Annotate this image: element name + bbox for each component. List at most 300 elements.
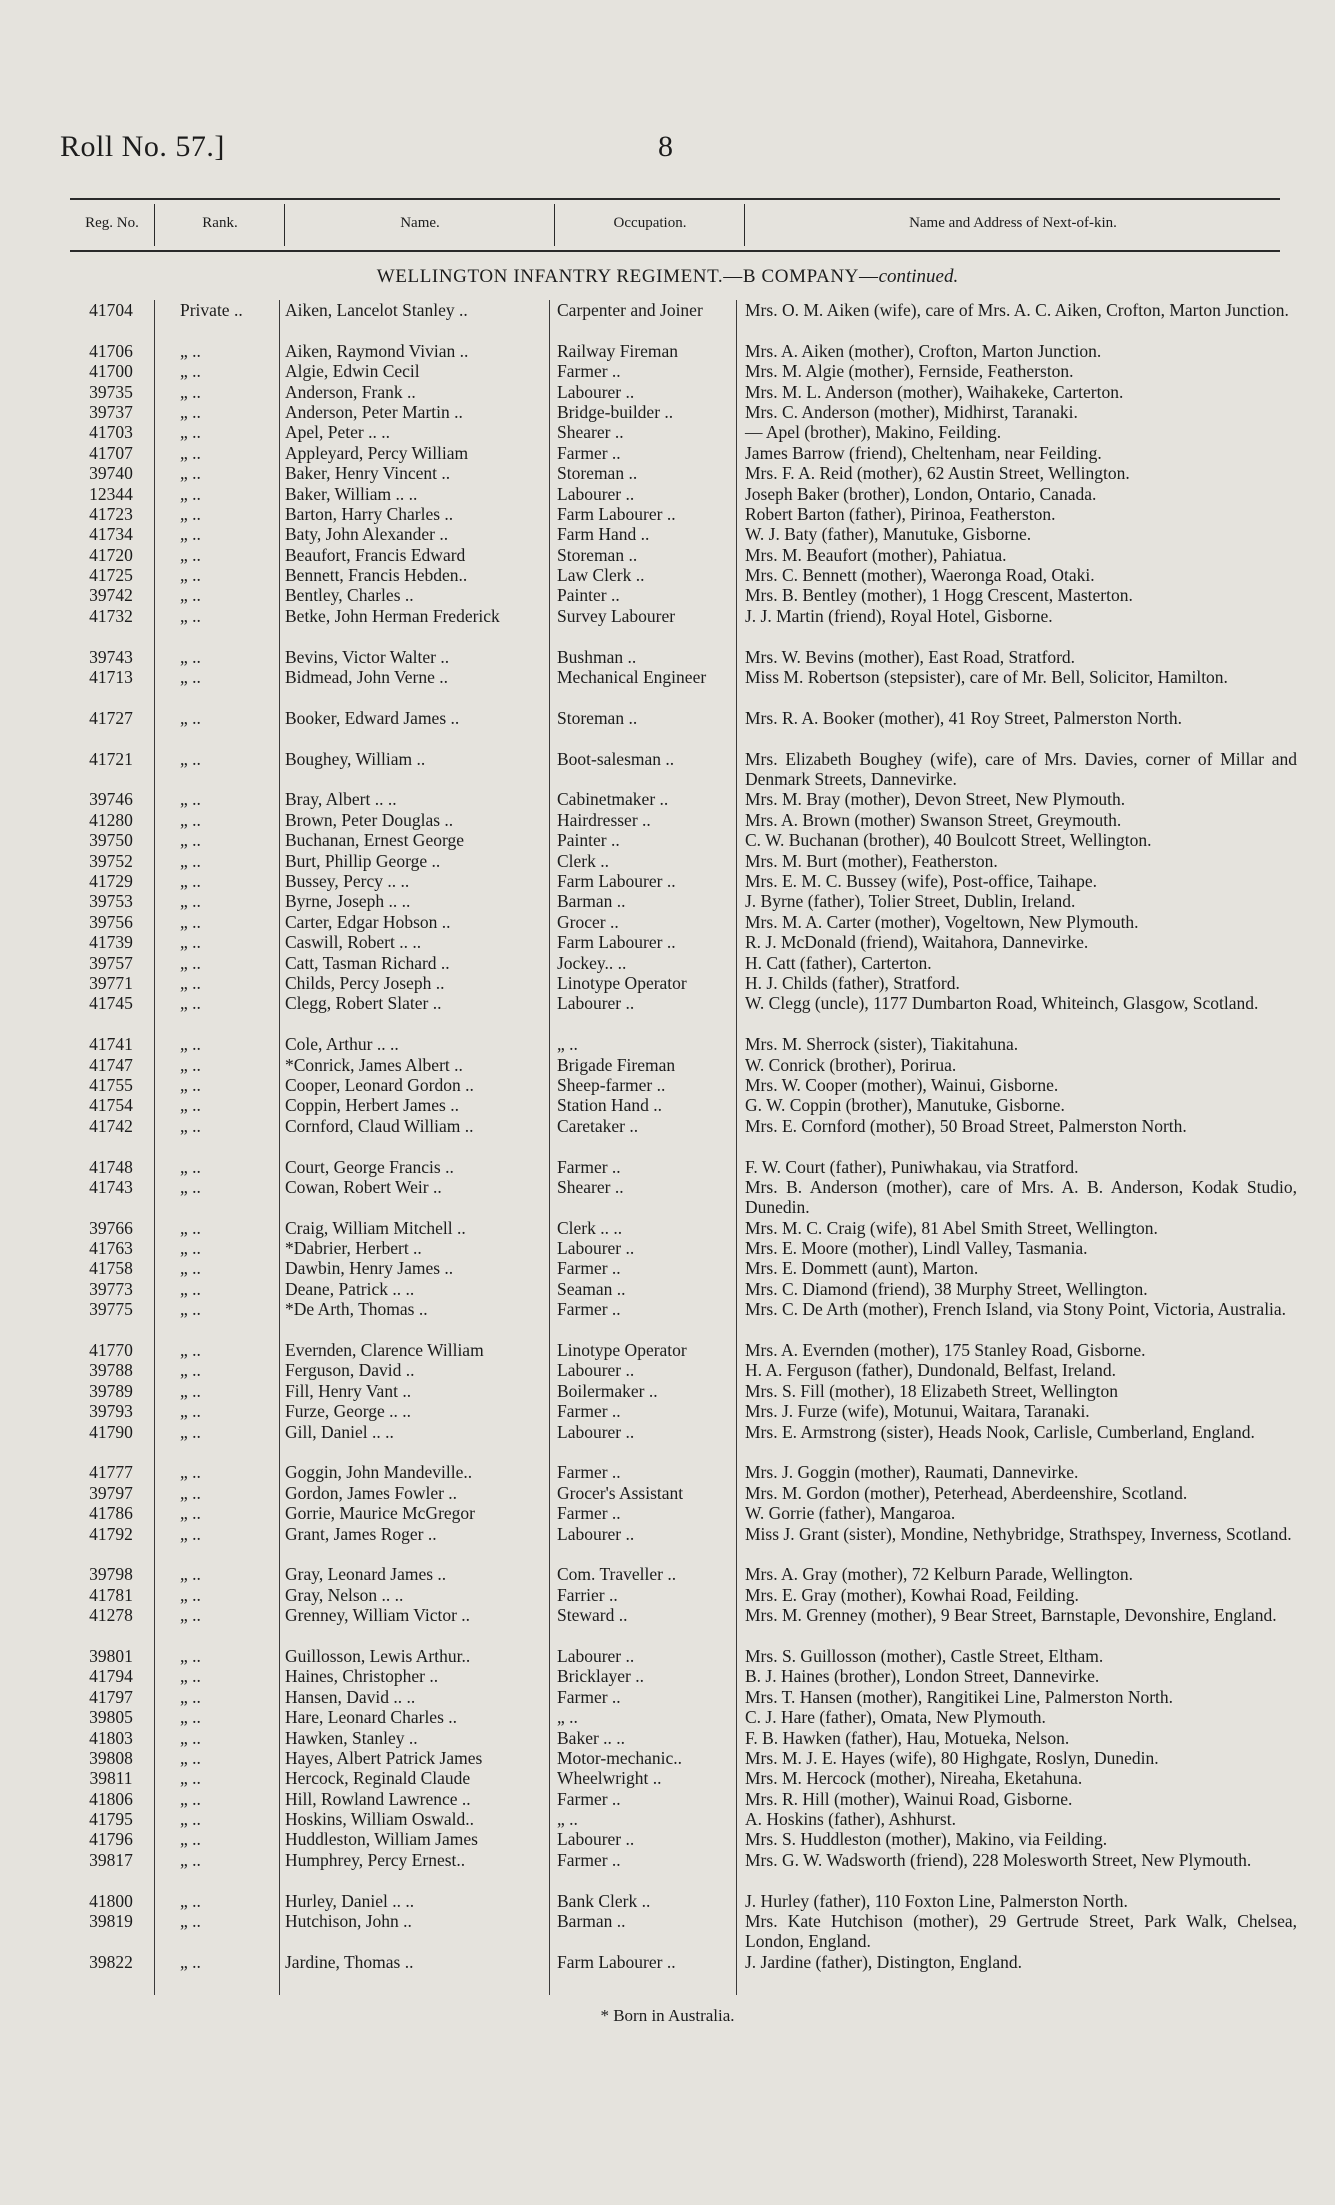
next-of-kin-cell: F. W. Court (father), Puniwhakau, via Stratford.: [745, 1156, 1079, 1177]
rank-cell: „ ..: [180, 1523, 201, 1544]
reg-no-cell: 41278: [89, 1605, 133, 1626]
table-row: [0, 851, 1335, 871]
column-header-occupation: Occupation.: [613, 215, 687, 231]
rank-cell: „ ..: [180, 809, 201, 830]
reg-no-cell: 39752: [89, 850, 133, 871]
soldier-name-cell: Gray, Nelson .. ..: [285, 1584, 404, 1605]
rank-cell: „ ..: [180, 993, 201, 1014]
table-row: [0, 1055, 1335, 1075]
reg-no-cell: 41790: [89, 1421, 133, 1442]
table-row: [0, 1952, 1335, 1972]
rank-cell: „ ..: [180, 748, 201, 769]
table-row: [0, 606, 1335, 647]
table-row: [0, 1646, 1335, 1666]
occupation-cell: Com. Traveller ..: [557, 1564, 677, 1585]
soldier-name-cell: *De Arth, Thomas ..: [285, 1299, 428, 1320]
soldier-name-cell: Fill, Henry Vant ..: [285, 1380, 412, 1401]
table-row: [0, 382, 1335, 402]
table-row: [0, 1401, 1335, 1421]
rank-cell: „ ..: [180, 1156, 201, 1177]
next-of-kin-cell: Mrs. A. Aiken (mother), Crofton, Marton Junction.: [745, 340, 1102, 361]
rank-cell: „ ..: [180, 524, 201, 545]
soldier-name-cell: Anderson, Frank ..: [285, 381, 416, 402]
roll-entries: [0, 300, 1335, 1972]
column-header-reg-no: Reg. No.: [85, 215, 139, 231]
next-of-kin-cell: Mrs. S. Guillosson (mother), Castle Street, Eltham.: [745, 1645, 1104, 1666]
reg-no-cell: 41795: [89, 1809, 133, 1830]
occupation-cell: Caretaker ..: [557, 1115, 639, 1136]
table-row: [0, 1891, 1335, 1911]
reg-no-cell: 39817: [89, 1849, 133, 1870]
next-of-kin-cell: W. Clegg (uncle), 1177 Dumbarton Road, Whiteinch, Glasgow, Scotland.: [745, 993, 1259, 1014]
table-row: [0, 912, 1335, 932]
reg-no-cell: 39801: [89, 1645, 133, 1666]
occupation-cell: Cabinetmaker ..: [557, 789, 669, 810]
soldier-name-cell: Grenney, William Victor ..: [285, 1605, 471, 1626]
soldier-name-cell: Humphrey, Percy Ernest..: [285, 1849, 466, 1870]
footnote: * Born in Australia.: [600, 2006, 735, 2025]
occupation-cell: Painter ..: [557, 585, 620, 606]
next-of-kin-cell: Mrs. R. A. Booker (mother), 41 Roy Street, Palmerston North.: [745, 707, 1182, 728]
next-of-kin-cell: Mrs. E. Moore (mother), Lindl Valley, Tasmania.: [745, 1238, 1088, 1259]
table-row: [0, 443, 1335, 463]
rank-cell: „ ..: [180, 1951, 201, 1972]
soldier-name-cell: Clegg, Robert Slater ..: [285, 993, 442, 1014]
occupation-cell: Boilermaker ..: [557, 1380, 658, 1401]
rank-cell: „ ..: [180, 952, 201, 973]
next-of-kin-cell: J. Byrne (father), Tolier Street, Dublin, Ireland.: [745, 891, 1076, 912]
soldier-name-cell: Jardine, Thomas ..: [285, 1951, 414, 1972]
occupation-cell: Brigade Fireman: [557, 1054, 676, 1075]
occupation-cell: Farmer ..: [557, 1401, 621, 1422]
table-row: [0, 1707, 1335, 1727]
occupation-cell: Motor-mechanic..: [557, 1747, 683, 1768]
next-of-kin-cell: Robert Barton (father), Pirinoa, Featherston.: [745, 503, 1056, 524]
column-header-name: Name.: [400, 215, 440, 231]
rank-cell: „ ..: [180, 381, 201, 402]
soldier-name-cell: Carter, Edgar Hobson ..: [285, 911, 451, 932]
soldier-name-cell: Cooper, Leonard Gordon ..: [285, 1074, 474, 1095]
section-continued: continued.: [878, 266, 959, 287]
table-row: [0, 484, 1335, 504]
column-divider: [154, 204, 155, 246]
occupation-cell: Hairdresser ..: [557, 809, 651, 830]
table-row: [0, 932, 1335, 952]
next-of-kin-cell: Mrs. J. Furze (wife), Motunui, Waitara, Taranaki.: [745, 1401, 1090, 1422]
reg-no-cell: 39756: [89, 911, 133, 932]
next-of-kin-cell: Mrs. M. Sherrock (sister), Tiakitahuna.: [745, 1034, 1019, 1055]
next-of-kin-cell: Mrs. Kate Hutchison (mother), 29 Gertrude Street, Park Walk, Chelsea, London, England.: [745, 1911, 1297, 1952]
reg-no-cell: 41734: [89, 524, 133, 545]
soldier-name-cell: Barton, Harry Charles ..: [285, 503, 454, 524]
occupation-cell: Seaman ..: [557, 1278, 626, 1299]
rank-cell: „ ..: [180, 789, 201, 810]
rank-cell: „ ..: [180, 340, 201, 361]
soldier-name-cell: Baker, Henry Vincent ..: [285, 463, 451, 484]
soldier-name-cell: Dawbin, Henry James ..: [285, 1258, 454, 1279]
rank-cell: „ ..: [180, 1686, 201, 1707]
next-of-kin-cell: James Barrow (friend), Cheltenham, near Feilding.: [745, 442, 1102, 463]
soldier-name-cell: Hoskins, William Oswald..: [285, 1809, 475, 1830]
occupation-cell: „ ..: [557, 1034, 578, 1055]
reg-no-cell: 41748: [89, 1156, 133, 1177]
column-header-row: [70, 198, 1280, 252]
soldier-name-cell: Grant, James Roger ..: [285, 1523, 437, 1544]
table-row: [0, 1687, 1335, 1707]
table-row: [0, 1728, 1335, 1748]
table-row: [0, 1381, 1335, 1401]
reg-no-cell: 41713: [89, 667, 133, 688]
soldier-name-cell: Gray, Leonard James ..: [285, 1564, 447, 1585]
table-row: [0, 545, 1335, 565]
column-header-next-of-kin: Name and Address of Next-of-kin.: [909, 215, 1117, 231]
occupation-cell: Storeman ..: [557, 707, 638, 728]
table-row: [0, 300, 1335, 341]
reg-no-cell: 39742: [89, 585, 133, 606]
next-of-kin-cell: G. W. Coppin (brother), Manutuke, Gisborne.: [745, 1095, 1065, 1116]
occupation-cell: Clerk .. ..: [557, 1217, 623, 1238]
occupation-cell: Steward ..: [557, 1605, 628, 1626]
next-of-kin-cell: W. J. Baty (father), Manutuke, Gisborne.: [745, 524, 1032, 545]
soldier-name-cell: Bidmead, John Verne ..: [285, 667, 448, 688]
table-row: [0, 667, 1335, 708]
table-row: [0, 1258, 1335, 1278]
table-row: [0, 1503, 1335, 1523]
reg-no-cell: 41754: [89, 1095, 133, 1116]
table-row: [0, 341, 1335, 361]
occupation-cell: Farmer ..: [557, 1503, 621, 1524]
table-row: [0, 422, 1335, 442]
occupation-cell: Labourer ..: [557, 381, 635, 402]
rank-cell: „ ..: [180, 565, 201, 586]
occupation-cell: Bushman ..: [557, 646, 637, 667]
reg-no-cell: 39819: [89, 1911, 133, 1932]
soldier-name-cell: Bussey, Percy .. ..: [285, 871, 410, 892]
reg-no-cell: 39740: [89, 463, 133, 484]
table-row: [0, 585, 1335, 605]
soldier-name-cell: Hurley, Daniel .. ..: [285, 1890, 415, 1911]
rank-cell: „ ..: [180, 1258, 201, 1279]
next-of-kin-cell: Mrs. A. Evernden (mother), 175 Stanley Road, Gisborne.: [745, 1340, 1146, 1361]
next-of-kin-cell: Mrs. F. A. Reid (mother), 62 Austin Street, Wellington.: [745, 463, 1130, 484]
soldier-name-cell: Huddleston, William James: [285, 1829, 478, 1850]
reg-no-cell: 41280: [89, 809, 133, 830]
soldier-name-cell: Ferguson, David ..: [285, 1360, 415, 1381]
occupation-cell: Barman ..: [557, 1911, 626, 1932]
rank-cell: „ ..: [180, 1054, 201, 1075]
reg-no-cell: 41727: [89, 707, 133, 728]
occupation-cell: Farmer ..: [557, 1258, 621, 1279]
soldier-name-cell: Bennett, Francis Hebden..: [285, 565, 468, 586]
reg-no-cell: 39737: [89, 401, 133, 422]
rank-cell: „ ..: [180, 401, 201, 422]
reg-no-cell: 39773: [89, 1278, 133, 1299]
rank-cell: „ ..: [180, 1829, 201, 1850]
occupation-cell: Farmer ..: [557, 361, 621, 382]
occupation-cell: Law Clerk ..: [557, 565, 645, 586]
occupation-cell: Carpenter and Joiner: [557, 300, 703, 320]
next-of-kin-cell: Mrs. M. C. Craig (wife), 81 Abel Smith Street, Wellington.: [745, 1217, 1158, 1238]
soldier-name-cell: Hayes, Albert Patrick James: [285, 1747, 483, 1768]
next-of-kin-cell: Mrs. E. Dommett (aunt), Marton.: [745, 1258, 979, 1279]
rank-cell: „ ..: [180, 1278, 201, 1299]
rank-cell: „ ..: [180, 1380, 201, 1401]
rank-cell: „ ..: [180, 1645, 201, 1666]
soldier-name-cell: Cole, Arthur .. ..: [285, 1034, 399, 1055]
next-of-kin-cell: Mrs. T. Hansen (mother), Rangitikei Line, Palmerston North.: [745, 1686, 1174, 1707]
rank-cell: „ ..: [180, 361, 201, 382]
table-row: [0, 891, 1335, 911]
rank-cell: „ ..: [180, 972, 201, 993]
table-row: [0, 1829, 1335, 1849]
rank-cell: „ ..: [180, 1890, 201, 1911]
table-row: [0, 1299, 1335, 1340]
soldier-name-cell: Furze, George .. ..: [285, 1401, 412, 1422]
soldier-name-cell: Appleyard, Percy William: [285, 442, 469, 463]
next-of-kin-cell: Mrs. J. Goggin (mother), Raumati, Dannevirke.: [745, 1462, 1079, 1483]
reg-no-cell: 41745: [89, 993, 133, 1014]
rank-cell: „ ..: [180, 1482, 201, 1503]
reg-no-cell: 39805: [89, 1707, 133, 1728]
reg-no-cell: 41796: [89, 1829, 133, 1850]
rank-cell: „ ..: [180, 1666, 201, 1687]
rank-cell: „ ..: [180, 442, 201, 463]
soldier-name-cell: Baty, John Alexander ..: [285, 524, 449, 545]
rank-cell: „ ..: [180, 911, 201, 932]
next-of-kin-cell: F. B. Hawken (father), Hau, Motueka, Nelson.: [745, 1727, 1070, 1748]
table-row: [0, 1564, 1335, 1584]
next-of-kin-cell: Mrs. W. Cooper (mother), Wainui, Gisborne.: [745, 1074, 1059, 1095]
reg-no-cell: 41800: [89, 1890, 133, 1911]
next-of-kin-cell: Miss J. Grant (sister), Mondine, Nethybridge, Strathspey, Inverness, Scotland.: [745, 1523, 1292, 1544]
soldier-name-cell: Hawken, Stanley ..: [285, 1727, 418, 1748]
table-row: [0, 1524, 1335, 1565]
next-of-kin-cell: A. Hoskins (father), Ashhurst.: [745, 1809, 956, 1830]
soldier-name-cell: Bevins, Victor Walter ..: [285, 646, 450, 667]
reg-no-cell: 39793: [89, 1401, 133, 1422]
table-row: [0, 1360, 1335, 1380]
table-row: [0, 1238, 1335, 1258]
section-title-text: WELLINGTON INFANTRY REGIMENT.—B COMPANY—: [376, 266, 879, 287]
rank-cell: „ ..: [180, 1462, 201, 1483]
soldier-name-cell: Evernden, Clarence William: [285, 1340, 484, 1361]
reg-no-cell: 39771: [89, 972, 133, 993]
next-of-kin-cell: C. J. Hare (father), Omata, New Plymouth.: [745, 1707, 1046, 1728]
occupation-cell: Shearer ..: [557, 1176, 624, 1197]
reg-no-cell: 41725: [89, 565, 133, 586]
rank-cell: „ ..: [180, 1238, 201, 1259]
next-of-kin-cell: Mrs. C. Diamond (friend), 38 Murphy Street, Wellington.: [745, 1278, 1148, 1299]
rank-cell: Private ..: [180, 300, 243, 320]
occupation-cell: Barman ..: [557, 891, 626, 912]
page-header: [60, 130, 1280, 170]
reg-no-cell: 39746: [89, 789, 133, 810]
reg-no-cell: 41721: [89, 748, 133, 769]
reg-no-cell: 12344: [89, 483, 133, 504]
reg-no-cell: 39788: [89, 1360, 133, 1381]
reg-no-cell: 41763: [89, 1238, 133, 1259]
table-row: [0, 1422, 1335, 1463]
soldier-name-cell: Bray, Albert .. ..: [285, 789, 397, 810]
soldier-name-cell: Booker, Edward James ..: [285, 707, 460, 728]
rank-cell: „ ..: [180, 891, 201, 912]
occupation-cell: Labourer ..: [557, 1523, 635, 1544]
occupation-cell: Clerk ..: [557, 850, 610, 871]
soldier-name-cell: Coppin, Herbert James ..: [285, 1095, 459, 1116]
reg-no-cell: 41797: [89, 1686, 133, 1707]
soldier-name-cell: Guillosson, Lewis Arthur..: [285, 1645, 471, 1666]
occupation-cell: Bricklayer ..: [557, 1666, 644, 1687]
soldier-name-cell: Goggin, John Mandeville..: [285, 1462, 473, 1483]
soldier-name-cell: Apel, Peter .. ..: [285, 422, 390, 443]
page-number: 8: [658, 130, 673, 163]
next-of-kin-cell: Mrs. W. Bevins (mother), East Road, Stratford.: [745, 646, 1076, 667]
reg-no-cell: 41755: [89, 1074, 133, 1095]
occupation-cell: Grocer's Assistant: [557, 1482, 684, 1503]
soldier-name-cell: Hansen, David .. ..: [285, 1686, 416, 1707]
table-row: [0, 708, 1335, 749]
occupation-cell: Boot-salesman ..: [557, 748, 675, 769]
soldier-name-cell: Caswill, Robert .. ..: [285, 932, 422, 953]
rank-cell: „ ..: [180, 646, 201, 667]
column-divider: [284, 204, 285, 246]
next-of-kin-cell: J. Hurley (father), 110 Foxton Line, Palmerston North.: [745, 1890, 1128, 1911]
occupation-cell: Linotype Operator: [557, 972, 687, 993]
occupation-cell: Baker .. ..: [557, 1727, 626, 1748]
next-of-kin-cell: Mrs. M. Gordon (mother), Peterhead, Aberdeenshire, Scotland.: [745, 1482, 1188, 1503]
occupation-cell: Survey Labourer: [557, 605, 676, 626]
rank-cell: „ ..: [180, 1911, 201, 1932]
reg-no-cell: 41703: [89, 422, 133, 443]
rank-cell: „ ..: [180, 1095, 201, 1116]
next-of-kin-cell: Mrs. C. De Arth (mother), French Island, via Stony Point, Victoria, Australia.: [745, 1299, 1287, 1320]
reg-no-cell: 41792: [89, 1523, 133, 1544]
rank-cell: „ ..: [180, 1768, 201, 1789]
rank-cell: „ ..: [180, 1788, 201, 1809]
soldier-name-cell: Bentley, Charles ..: [285, 585, 414, 606]
table-row: [0, 1218, 1335, 1238]
occupation-cell: Grocer ..: [557, 911, 619, 932]
soldier-name-cell: Court, George Francis ..: [285, 1156, 454, 1177]
soldier-name-cell: Hare, Leonard Charles ..: [285, 1707, 458, 1728]
next-of-kin-cell: Mrs. E. Armstrong (sister), Heads Nook, Carlisle, Cumberland, England.: [745, 1421, 1255, 1442]
rank-cell: „ ..: [180, 1747, 201, 1768]
table-row: [0, 1075, 1335, 1095]
occupation-cell: „ ..: [557, 1809, 578, 1830]
table-row: [0, 789, 1335, 809]
soldier-name-cell: Gorrie, Maurice McGregor: [285, 1503, 475, 1524]
reg-no-cell: 39766: [89, 1217, 133, 1238]
next-of-kin-cell: Mrs. M. Hercock (mother), Nireaha, Eketahuna.: [745, 1768, 1083, 1789]
table-row: [0, 1850, 1335, 1891]
occupation-cell: Farmer ..: [557, 1299, 621, 1320]
reg-no-cell: 39797: [89, 1482, 133, 1503]
reg-no-cell: 39789: [89, 1380, 133, 1401]
soldier-name-cell: Baker, William .. ..: [285, 483, 418, 504]
rank-cell: „ ..: [180, 1605, 201, 1626]
next-of-kin-cell: Mrs. B. Bentley (mother), 1 Hogg Crescent, Masterton.: [745, 585, 1133, 606]
rank-cell: „ ..: [180, 871, 201, 892]
reg-no-cell: 41729: [89, 871, 133, 892]
table-row: [0, 1768, 1335, 1788]
reg-no-cell: 41777: [89, 1462, 133, 1483]
rank-cell: „ ..: [180, 932, 201, 953]
table-row: [0, 1116, 1335, 1157]
reg-no-cell: 41742: [89, 1115, 133, 1136]
rank-cell: „ ..: [180, 483, 201, 504]
soldier-name-cell: Burt, Phillip George ..: [285, 850, 441, 871]
rank-cell: „ ..: [180, 1564, 201, 1585]
occupation-cell: Farm Labourer ..: [557, 503, 676, 524]
rank-cell: „ ..: [180, 1340, 201, 1361]
soldier-name-cell: *Conrick, James Albert ..: [285, 1054, 463, 1075]
soldier-name-cell: Byrne, Joseph .. ..: [285, 891, 411, 912]
soldier-name-cell: Gordon, James Fowler ..: [285, 1482, 458, 1503]
table-row: [0, 1789, 1335, 1809]
occupation-cell: Farmer ..: [557, 1156, 621, 1177]
occupation-cell: Farmer ..: [557, 1462, 621, 1483]
reg-no-cell: 41707: [89, 442, 133, 463]
reg-no-cell: 41770: [89, 1340, 133, 1361]
soldier-name-cell: Aiken, Lancelot Stanley ..: [285, 300, 468, 320]
reg-no-cell: 41743: [89, 1176, 133, 1197]
next-of-kin-cell: B. J. Haines (brother), London Street, Dannevirke.: [745, 1666, 1100, 1687]
table-row: [0, 647, 1335, 667]
occupation-cell: Shearer ..: [557, 422, 624, 443]
occupation-cell: Bank Clerk ..: [557, 1890, 651, 1911]
reg-no-cell: 41758: [89, 1258, 133, 1279]
soldier-name-cell: Aiken, Raymond Vivian ..: [285, 340, 469, 361]
soldier-name-cell: Hill, Rowland Lawrence ..: [285, 1788, 471, 1809]
occupation-cell: Farmer ..: [557, 1788, 621, 1809]
next-of-kin-cell: Mrs. M. Burt (mother), Featherston.: [745, 850, 998, 871]
next-of-kin-cell: W. Conrick (brother), Porirua.: [745, 1054, 957, 1075]
table-row: [0, 810, 1335, 830]
soldier-name-cell: Childs, Percy Joseph ..: [285, 972, 445, 993]
rank-cell: „ ..: [180, 1401, 201, 1422]
soldier-name-cell: Craig, William Mitchell ..: [285, 1217, 466, 1238]
rank-cell: „ ..: [180, 585, 201, 606]
reg-no-cell: 41704: [89, 300, 133, 320]
occupation-cell: Bridge-builder ..: [557, 401, 674, 422]
occupation-cell: Labourer ..: [557, 1238, 635, 1259]
occupation-cell: Labourer ..: [557, 993, 635, 1014]
reg-no-cell: 39811: [89, 1768, 133, 1789]
next-of-kin-cell: R. J. McDonald (friend), Waitahora, Dannevirke.: [745, 932, 1089, 953]
occupation-cell: Farmer ..: [557, 1849, 621, 1870]
reg-no-cell: 41739: [89, 932, 133, 953]
soldier-name-cell: Cowan, Robert Weir ..: [285, 1176, 442, 1197]
table-row: [0, 524, 1335, 544]
table-row: [0, 504, 1335, 524]
soldier-name-cell: Deane, Patrick .. ..: [285, 1278, 415, 1299]
next-of-kin-cell: Mrs. M. Bray (mother), Devon Street, New Plymouth.: [745, 789, 1126, 810]
occupation-cell: Linotype Operator: [557, 1340, 687, 1361]
next-of-kin-cell: — Apel (brother), Makino, Feilding.: [745, 422, 1002, 443]
occupation-cell: Sheep-farmer ..: [557, 1074, 666, 1095]
soldier-name-cell: Catt, Tasman Richard ..: [285, 952, 450, 973]
table-row: [0, 1279, 1335, 1299]
soldier-name-cell: Hercock, Reginald Claude: [285, 1768, 471, 1789]
reg-no-cell: 41706: [89, 340, 133, 361]
rank-cell: „ ..: [180, 1503, 201, 1524]
occupation-cell: Farm Labourer ..: [557, 932, 676, 953]
column-divider: [744, 204, 745, 246]
occupation-cell: Railway Fireman: [557, 340, 679, 361]
soldier-name-cell: Anderson, Peter Martin ..: [285, 401, 463, 422]
reg-no-cell: 39798: [89, 1564, 133, 1585]
soldier-name-cell: *Dabrier, Herbert ..: [285, 1238, 422, 1259]
